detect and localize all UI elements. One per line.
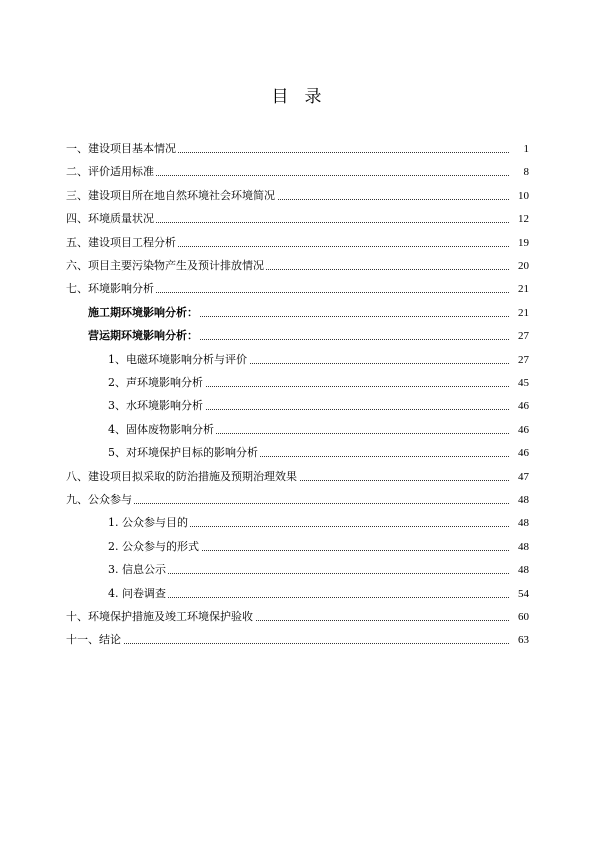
toc-entry[interactable] <box>0 188 595 204</box>
toc-entry[interactable] <box>0 235 595 251</box>
title-char-1: 目 <box>271 87 291 107</box>
toc-page-number: 46 <box>518 400 529 413</box>
toc-entry[interactable] <box>0 422 595 438</box>
toc-entry-label: 四、环境质量状况 <box>66 212 154 226</box>
title-char-2: 录 <box>304 87 324 107</box>
toc-entry[interactable] <box>0 609 595 625</box>
toc-entry-label: 七、环境影响分析 <box>66 282 154 296</box>
toc-entry-label: 一、建设项目基本情况 <box>66 142 176 155</box>
toc-entry-label: 施工期环境影响分析： <box>88 305 198 319</box>
toc-dot-leader <box>108 597 509 598</box>
toc-entry-label: 营运期环境影响分析： <box>88 329 198 343</box>
toc-page-number: 47 <box>518 470 529 483</box>
toc-entry-label: 三、建设项目所在地自然环境社会环境简况 <box>66 188 275 202</box>
toc-entry-label: 3、水环境影响分析 <box>108 399 203 413</box>
toc-page-number: 46 <box>518 423 529 436</box>
toc-page-number: 27 <box>518 353 529 366</box>
toc-page-number: 1 <box>523 143 529 155</box>
toc-entry[interactable] <box>0 281 595 297</box>
toc-entry-label: 4、固体废物影响分析 <box>108 422 214 436</box>
toc-page-number: 21 <box>518 306 529 319</box>
toc-dot-leader <box>66 643 509 644</box>
toc-entry[interactable] <box>0 515 595 531</box>
toc-entry-label: 3. 信息公示 <box>108 563 166 577</box>
toc-entry[interactable] <box>0 164 595 180</box>
toc-entry[interactable] <box>0 375 595 391</box>
toc-page-number: 63 <box>518 634 529 647</box>
toc-page-number: 10 <box>518 189 529 202</box>
toc-page-number: 54 <box>518 587 529 600</box>
toc-page-number: 48 <box>518 540 529 553</box>
toc-entry[interactable] <box>0 141 595 157</box>
toc-dot-leader <box>108 573 509 574</box>
toc-entry-label: 二、评价适用标准 <box>66 165 154 179</box>
toc-page-number: 48 <box>518 564 529 577</box>
toc-entry-label: 九、公众参与 <box>66 493 132 506</box>
toc-entry-label: 1、电磁环境影响分析与评价 <box>108 352 247 366</box>
toc-entry-label: 五、建设项目工程分析 <box>66 235 176 249</box>
toc-page-number: 27 <box>518 330 529 343</box>
toc-page-number: 45 <box>518 377 529 389</box>
toc-entry[interactable] <box>0 632 595 648</box>
toc-entry-label: 十、环境保护措施及竣工环境保护验收 <box>66 610 253 623</box>
toc-page-number: 19 <box>518 236 529 249</box>
toc-entry[interactable] <box>0 445 595 461</box>
toc-entry[interactable] <box>0 328 595 344</box>
toc-entry[interactable] <box>0 562 595 578</box>
toc-page-number: 21 <box>518 283 529 296</box>
toc-entry[interactable] <box>0 305 595 321</box>
page-title <box>0 82 595 107</box>
toc-entry-label: 4. 问卷调查 <box>108 586 166 600</box>
toc-entry[interactable] <box>0 352 595 368</box>
toc-entry[interactable] <box>0 398 595 414</box>
toc-entry[interactable] <box>0 211 595 227</box>
toc-page-number: 12 <box>518 213 529 226</box>
toc-entry-label: 1. 公众参与目的 <box>108 516 188 530</box>
toc-entry[interactable] <box>0 492 595 508</box>
toc-entry[interactable] <box>0 258 595 274</box>
toc-page-number: 48 <box>518 494 529 506</box>
toc-entry[interactable] <box>0 539 595 555</box>
toc-page-number: 48 <box>518 517 529 530</box>
toc-entry-label: 十一、结论 <box>66 633 121 647</box>
toc-entry-label: 2、声环境影响分析 <box>108 376 203 389</box>
toc-page-number: 8 <box>523 166 529 179</box>
toc-entry-label: 2. 公众参与的形式 <box>108 539 199 553</box>
toc-page-number: 46 <box>518 447 529 460</box>
toc-entry-label: 八、建设项目拟采取的防治措施及预期治理效果 <box>66 469 297 483</box>
toc-entry-label: 六、项目主要污染物产生及预计排放情况 <box>66 259 264 272</box>
toc-page-number: 60 <box>518 611 529 623</box>
toc-entry[interactable] <box>0 469 595 485</box>
toc-page-number: 20 <box>518 260 529 272</box>
toc-entry-label: 5、对环境保护目标的影响分析 <box>108 446 258 460</box>
toc-entry[interactable] <box>0 586 595 602</box>
